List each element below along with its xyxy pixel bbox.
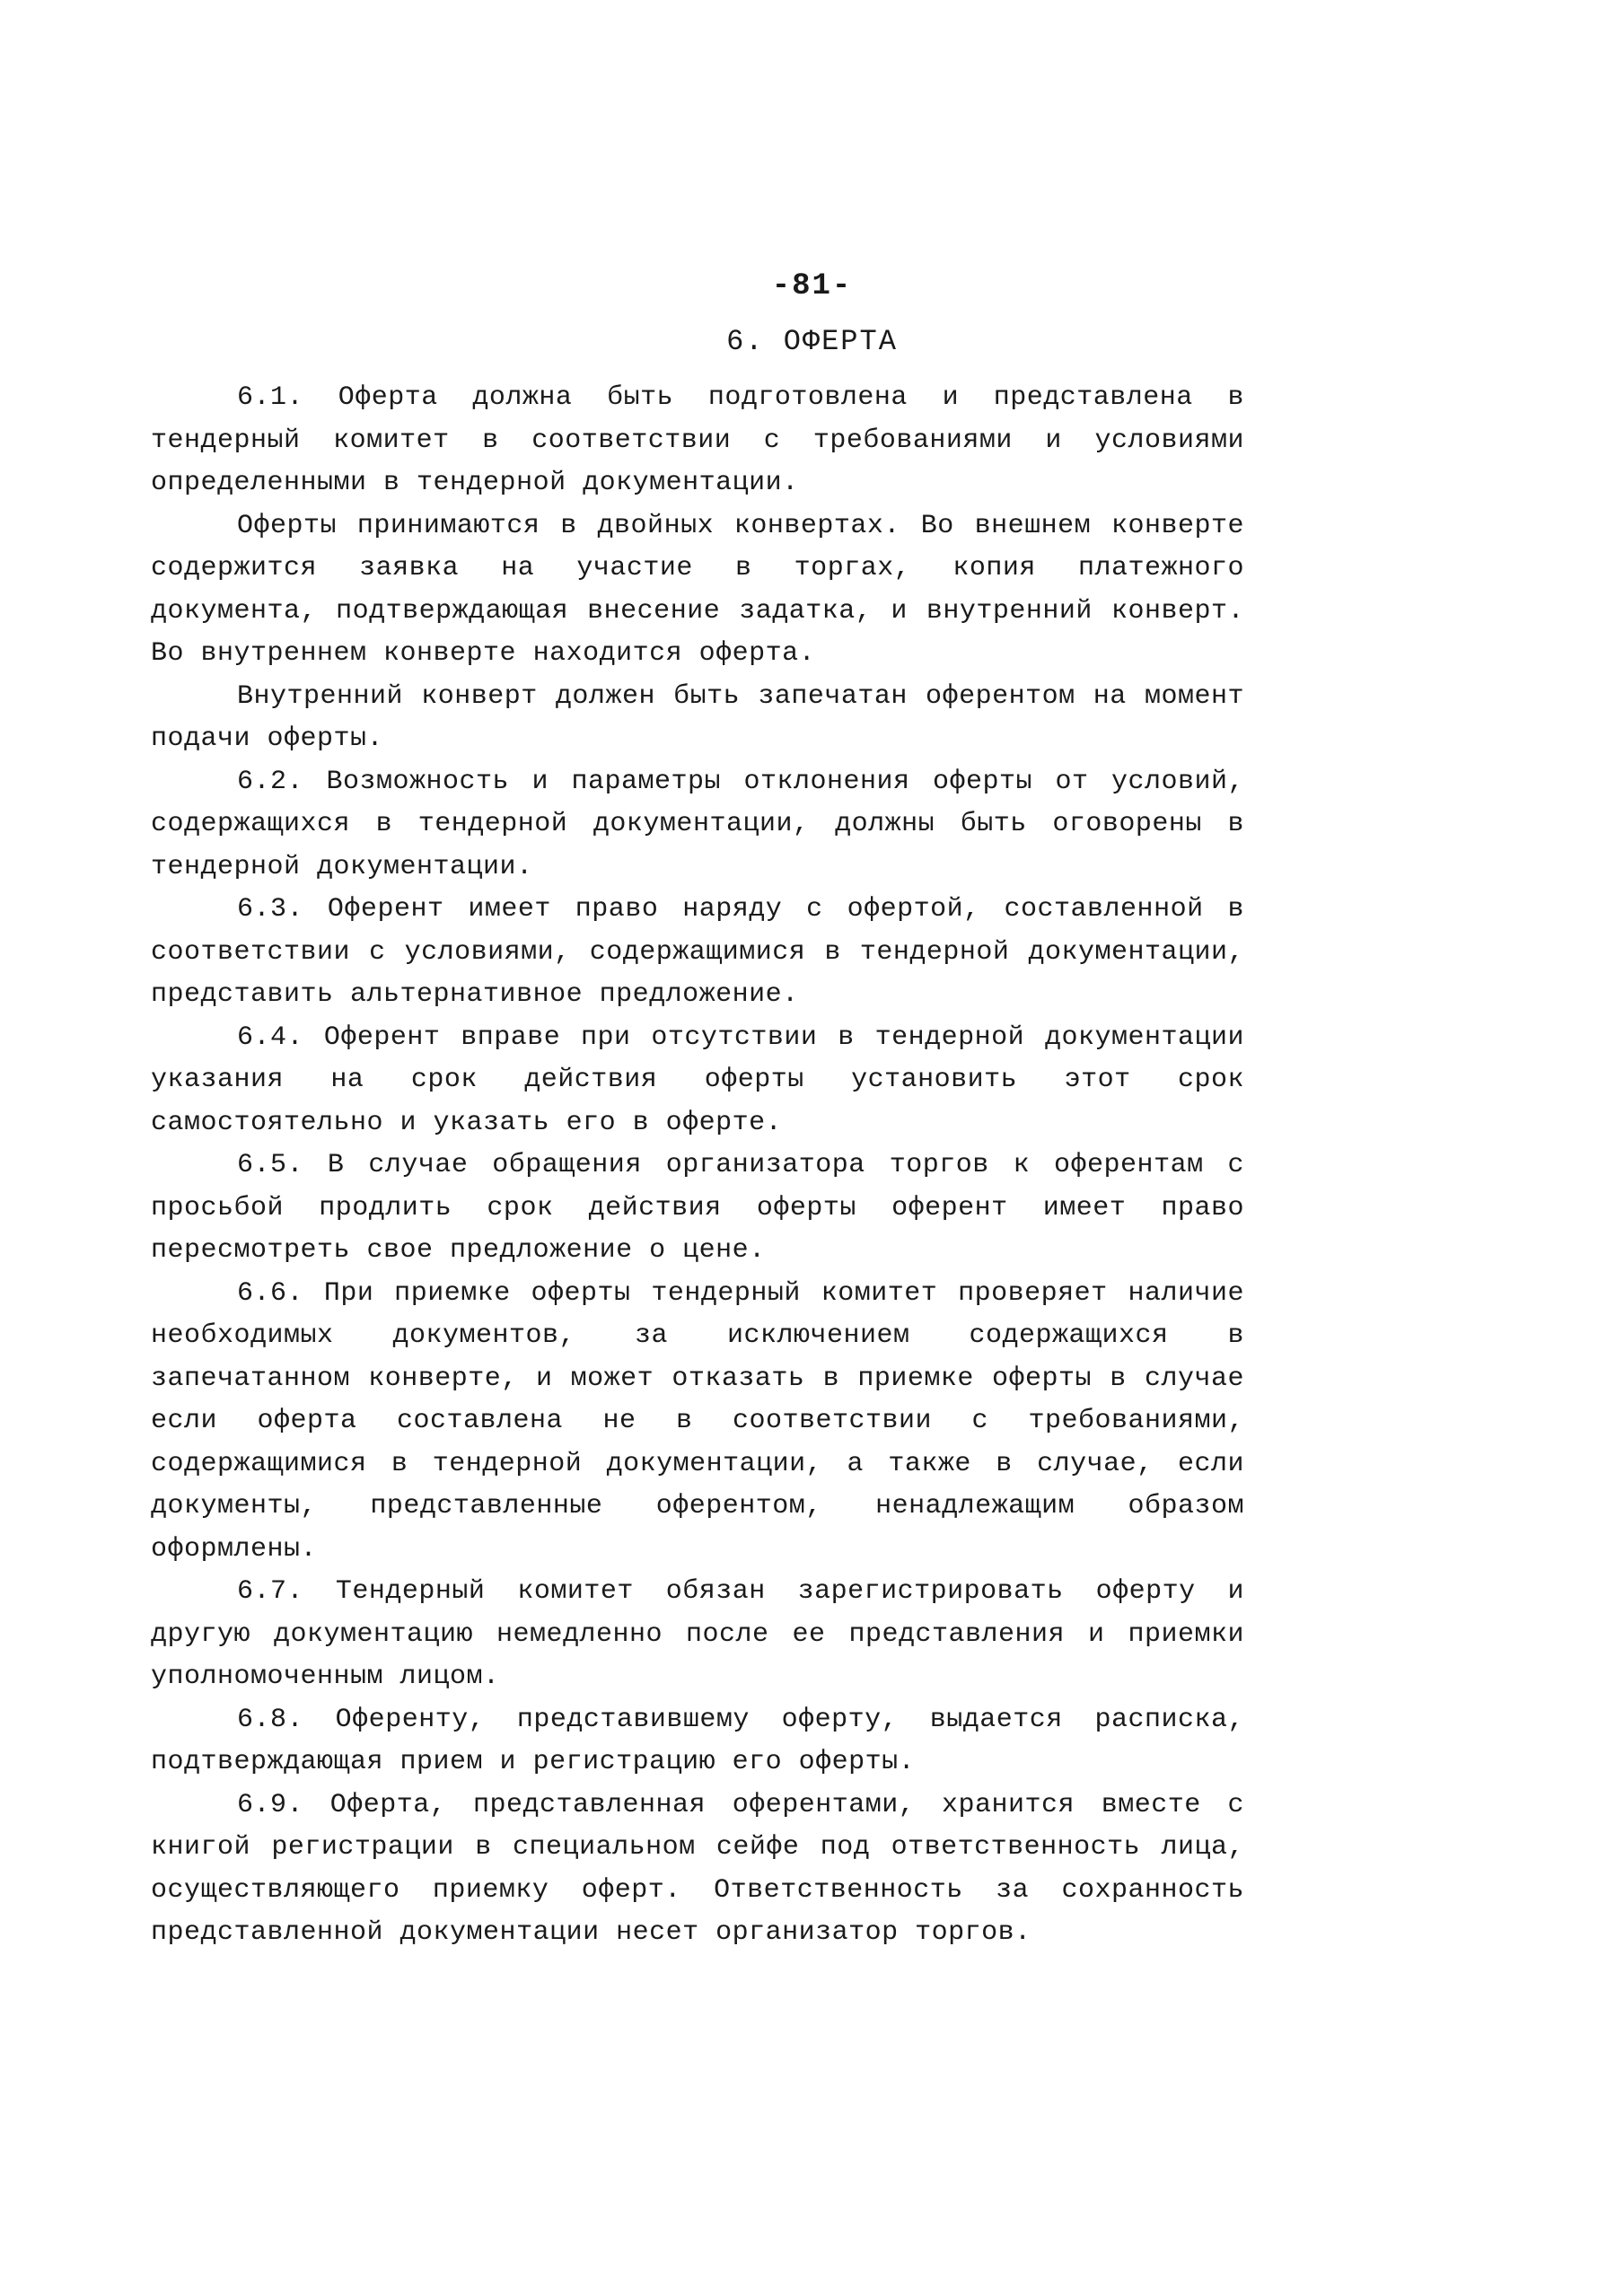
body-text (151, 377, 1244, 1955)
paragraph-6-1: 6.1. Оферта должна быть подготовлена и представлена в тендерный комитет в соответствии с требованиями и условиями определенными в тендерной документации. (151, 382, 1244, 498)
paragraph-envelopes: Оферты принимаются в двойных конвертах. Во внешнем конверте содержится заявка на участие в торгах, копия платежного документа, подтверждающая внесение задатка, и внутренний конверт. Во внутреннем конверте находится оферта. (151, 510, 1244, 669)
page-number: -81- (771, 269, 853, 303)
paragraph-6-2: 6.2. Возможность и параметры отклонения оферты от условий, содержащихся в тендерной документации, должны быть оговорены в тендерной документации. (151, 766, 1244, 882)
section-title: 6. ОФЕРТА (726, 325, 898, 358)
paragraph-6-4: 6.4. Оферент вправе при отсутствии в тендерной документации указания на срок действия оферты установить этот срок самостоятельно и указать его в оферте. (151, 1022, 1244, 1138)
paragraph-6-5: 6.5. В случае обращения организатора торгов к оферентам с просьбой продлить срок действия оферты оферент имеет право пересмотреть свое предложение о цене. (151, 1150, 1244, 1266)
paragraph-6-6: 6.6. При приемке оферты тендерный комитет проверяет наличие необходимых документов, за исключением содержащихся в запечатанном конверте, и может отказать в приемке оферты в случае если оферта составлена не в соответствии с требованиями, содержащимися в тендерной документации, а также в случае, если документы, представленные оферентом, ненадлежащим образом оформлены. (151, 1277, 1244, 1565)
paragraph-6-7: 6.7. Тендерный комитет обязан зарегистрировать оферту и другую документацию немедленно после ее представления и приемки уполномоченным лицом. (151, 1576, 1244, 1692)
paragraph-6-8: 6.8. Оференту, представившему оферту, выдается расписка, подтверждающая прием и регистрацию его оферты. (151, 1704, 1244, 1777)
paragraph-6-3: 6.3. Оферент имеет право наряду с офертой, составленной в соответствии с условиями, содержащимися в тендерной документации, представить альтернативное предложение. (151, 894, 1244, 1010)
paragraph-inner-envelope: Внутренний конверт должен быть запечатан оферентом на момент подачи оферты. (151, 680, 1244, 754)
paragraph-6-9: 6.9. Оферта, представленная оферентами, хранится вместе с книгой регистрации в специальном сейфе под ответственность лица, осуществляющего приемку оферт. Ответственность за сохранность представленной документации несет организатор торгов. (151, 1789, 1244, 1948)
